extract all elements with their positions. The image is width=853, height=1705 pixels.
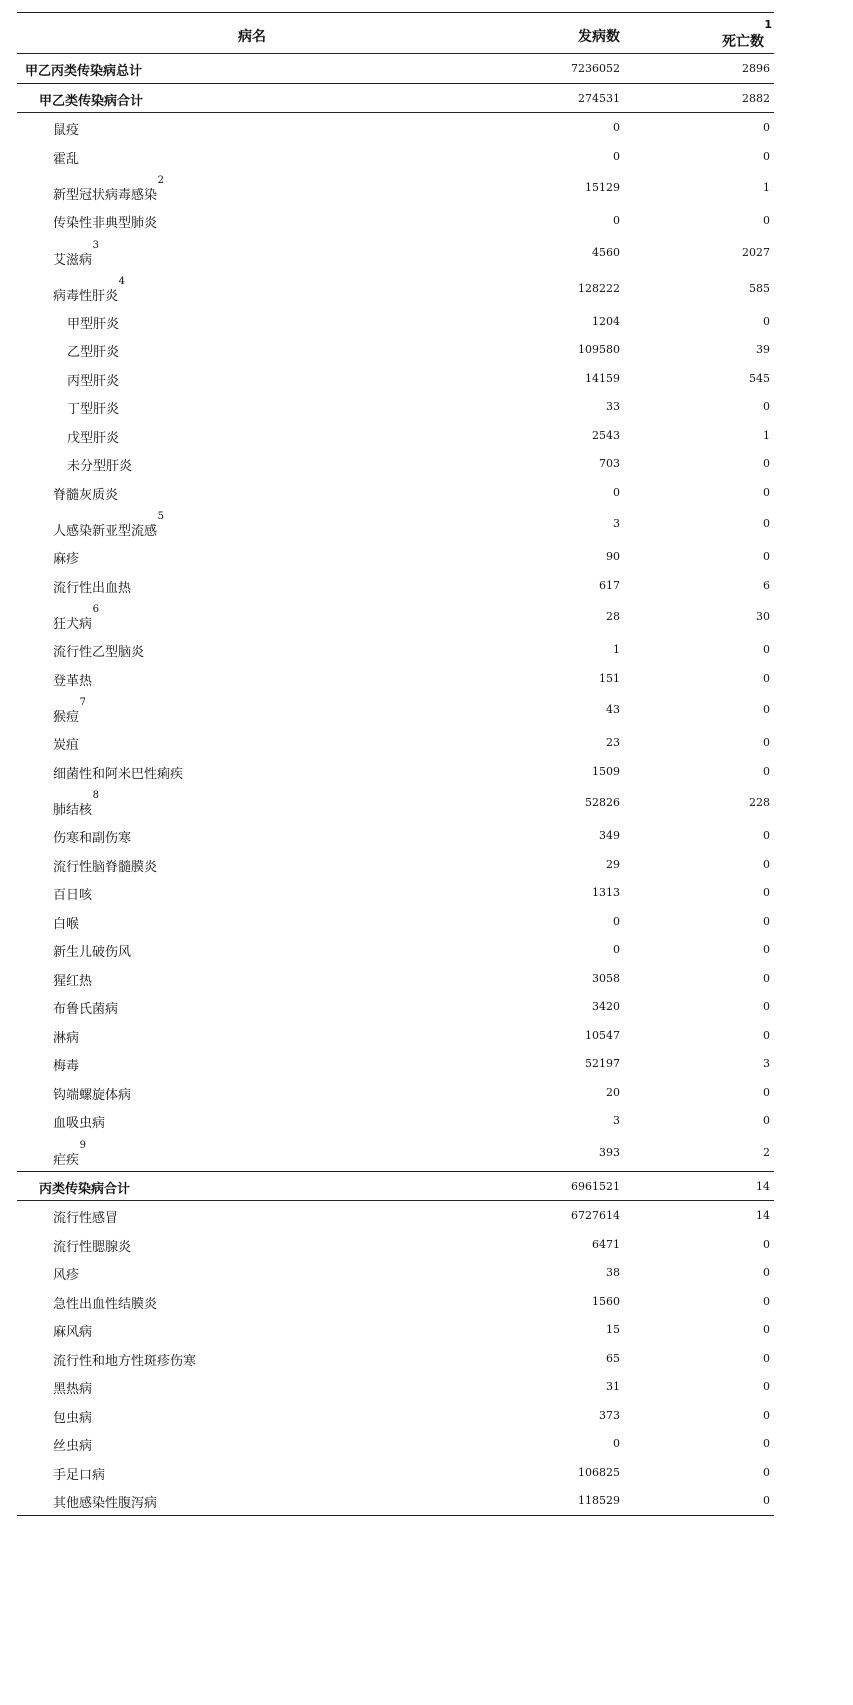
cases-cell: 28 — [606, 610, 620, 623]
table-row — [17, 992, 774, 1021]
cases-cell: 703 — [599, 457, 620, 470]
disease-name: 传染性非典型肺炎 — [53, 216, 158, 231]
deaths-cell: 545 — [749, 371, 770, 385]
footnote-marker: 9 — [79, 1139, 87, 1151]
disease-name-cell — [39, 1178, 130, 1197]
disease-name-cell — [53, 941, 131, 960]
deaths-cell: 2882 — [742, 91, 770, 105]
deaths-cell: 0 — [763, 485, 770, 499]
deaths-cell: 0 — [763, 214, 770, 227]
table-row — [17, 478, 774, 507]
disease-name-cell — [53, 790, 100, 818]
table-row — [17, 1049, 774, 1078]
disease-name: 流行性出血热 — [53, 580, 132, 596]
disease-name-cell — [53, 1321, 92, 1340]
deaths-cell: 0 — [763, 1266, 770, 1279]
disease-name-cell — [53, 1492, 157, 1511]
disease-name: 登革热 — [53, 673, 93, 689]
table-row — [17, 878, 774, 907]
table-row — [17, 692, 774, 728]
footnote-marker: 2 — [157, 175, 165, 186]
cases-cell: 3058 — [592, 971, 620, 985]
cases-cell: 65 — [606, 1351, 620, 1365]
disease-name-cell — [53, 884, 92, 903]
disease-name: 霍乱 — [53, 151, 80, 167]
disease-name: 流行性脑脊髓膜炎 — [53, 859, 158, 875]
table-row — [17, 1458, 774, 1487]
disease-name: 丝虫病 — [53, 1439, 93, 1454]
disease-name-cell — [53, 1293, 157, 1312]
table-row — [17, 1135, 774, 1171]
disease-name-cell — [67, 455, 132, 474]
disease-name: 甲乙类传染病合计 — [39, 93, 144, 109]
table-header — [17, 12, 774, 54]
disease-name: 流行性乙型脑炎 — [53, 645, 145, 660]
cases-cell: 6471 — [592, 1237, 620, 1251]
cases-cell: 373 — [599, 1408, 620, 1422]
table-row — [17, 307, 774, 336]
disease-name-cell — [53, 970, 92, 989]
cases-cell: 31 — [606, 1380, 620, 1393]
table-subtotal-row — [17, 84, 774, 114]
cases-cell: 393 — [599, 1145, 620, 1159]
cases-cell: 274531 — [578, 91, 620, 105]
disease-name: 淋病 — [53, 1030, 80, 1046]
header-deaths-footnote: 1 — [764, 18, 772, 31]
table-row — [17, 1021, 774, 1050]
cases-cell: 29 — [606, 857, 620, 871]
cases-cell: 0 — [613, 149, 620, 163]
deaths-cell: 0 — [763, 829, 770, 842]
cases-cell: 38 — [606, 1266, 620, 1279]
disease-name: 麻疹 — [53, 552, 80, 567]
disease-name: 血吸虫病 — [53, 1116, 106, 1131]
header-deaths-cell — [722, 18, 772, 51]
cases-cell: 1204 — [592, 314, 620, 328]
disease-name-cell — [53, 1236, 131, 1255]
cases-cell: 14159 — [585, 371, 620, 385]
deaths-cell: 0 — [763, 517, 770, 530]
disease-name: 乙型肝炎 — [67, 345, 120, 360]
disease-name-cell — [53, 275, 126, 304]
deaths-cell: 0 — [763, 914, 770, 928]
cases-cell: 106825 — [578, 1465, 620, 1479]
table-row — [17, 1106, 774, 1135]
disease-name: 艾滋病 — [53, 252, 93, 268]
table-row — [17, 635, 774, 664]
cases-cell: 20 — [606, 1085, 620, 1099]
disease-name-cell — [53, 1378, 92, 1397]
deaths-cell: 0 — [763, 671, 770, 685]
disease-name-cell — [53, 577, 131, 596]
disease-name-cell — [53, 1435, 92, 1454]
table-row — [17, 571, 774, 600]
cases-cell: 2543 — [592, 428, 620, 442]
deaths-cell: 1 — [763, 181, 770, 194]
disease-name: 未分型肝炎 — [67, 459, 133, 474]
cases-cell: 10547 — [585, 1028, 620, 1042]
disease-name: 疟疾 — [53, 1152, 80, 1168]
cases-cell: 349 — [599, 829, 620, 842]
disease-name: 包虫病 — [53, 1410, 93, 1426]
deaths-cell: 0 — [763, 971, 770, 985]
disease-name-cell — [53, 1407, 92, 1426]
disease-name-cell — [53, 604, 100, 632]
disease-name-cell — [53, 511, 165, 539]
deaths-cell: 2 — [763, 1145, 770, 1159]
cases-cell: 52826 — [585, 796, 620, 809]
disease-name: 百日咳 — [53, 888, 93, 903]
disease-name: 脊髓灰质炎 — [53, 487, 119, 503]
disease-name-cell — [53, 763, 183, 782]
deaths-cell: 3 — [763, 1057, 770, 1070]
disease-name-cell — [53, 1139, 87, 1168]
cases-cell: 109580 — [578, 343, 620, 356]
disease-name: 病毒性肝炎 — [53, 288, 119, 304]
disease-name: 丙型肝炎 — [67, 373, 120, 389]
disease-name-cell — [53, 670, 92, 689]
disease-name: 丙类传染病合计 — [39, 1181, 131, 1197]
disease-name: 手足口病 — [53, 1467, 106, 1483]
footnote-marker: 6 — [92, 604, 100, 615]
table-row — [17, 1344, 774, 1373]
cases-cell: 118529 — [578, 1494, 620, 1507]
table-row — [17, 599, 774, 635]
deaths-cell: 14 — [756, 1209, 770, 1222]
disease-name-cell — [53, 734, 79, 753]
deaths-cell: 0 — [763, 1437, 770, 1450]
table-row — [17, 964, 774, 993]
table-row — [17, 506, 774, 542]
footnote-marker: 3 — [92, 239, 100, 251]
table-row — [17, 1401, 774, 1430]
deaths-cell: 0 — [763, 886, 770, 899]
table-row — [17, 1287, 774, 1316]
disease-name-cell — [53, 697, 87, 725]
disease-name-cell — [53, 1084, 131, 1103]
cases-cell: 1 — [613, 643, 620, 656]
disease-name: 丁型肝炎 — [67, 402, 120, 417]
deaths-cell: 0 — [763, 457, 770, 470]
cases-cell: 3 — [613, 1114, 620, 1127]
disease-name: 肺结核 — [53, 803, 93, 818]
cases-cell: 4560 — [592, 245, 620, 259]
deaths-cell: 0 — [763, 149, 770, 163]
deaths-cell: 1 — [763, 428, 770, 442]
table-row — [17, 1315, 774, 1344]
cases-cell: 43 — [606, 703, 620, 716]
table-row — [17, 664, 774, 693]
disease-name-cell — [67, 427, 119, 446]
deaths-cell: 0 — [763, 1000, 770, 1013]
table-row — [17, 235, 774, 271]
cases-cell: 15129 — [585, 181, 620, 194]
cases-cell: 90 — [606, 550, 620, 563]
cases-cell: 151 — [599, 671, 620, 685]
table-row — [17, 1372, 774, 1401]
header-disease-name: 病名 — [238, 29, 266, 45]
cases-cell: 617 — [599, 578, 620, 592]
deaths-cell: 14 — [756, 1179, 770, 1193]
cases-cell: 7236052 — [571, 62, 620, 75]
table-row — [17, 142, 774, 171]
disease-name: 流行性感冒 — [53, 1211, 119, 1226]
disease-statistics-table — [17, 12, 774, 1516]
table-row — [17, 1201, 774, 1230]
disease-name: 细菌性和阿米巴性痢疾 — [53, 766, 184, 782]
cases-cell: 0 — [613, 214, 620, 227]
deaths-cell: 0 — [763, 736, 770, 749]
disease-name-cell — [53, 148, 79, 167]
cases-cell: 15 — [606, 1323, 620, 1336]
deaths-cell: 0 — [763, 764, 770, 778]
deaths-cell: 0 — [763, 1323, 770, 1336]
table-row — [17, 1486, 774, 1515]
table-row — [17, 850, 774, 879]
disease-name: 鼠疫 — [53, 123, 80, 138]
disease-name-cell — [67, 398, 119, 417]
disease-name-cell — [67, 370, 119, 389]
deaths-cell: 0 — [763, 1408, 770, 1422]
table-row — [17, 170, 774, 206]
cases-cell: 0 — [613, 121, 620, 134]
deaths-cell: 0 — [763, 1294, 770, 1308]
table-row — [17, 271, 774, 307]
table-row — [17, 821, 774, 850]
table-row — [17, 113, 774, 142]
deaths-cell: 30 — [756, 610, 770, 623]
disease-name: 白喉 — [53, 916, 80, 932]
disease-name-cell — [67, 341, 119, 360]
disease-name-cell — [53, 1112, 105, 1131]
deaths-cell: 0 — [763, 943, 770, 956]
disease-name: 狂犬病 — [53, 617, 93, 632]
disease-name-cell — [53, 641, 144, 660]
footnote-marker: 7 — [79, 697, 87, 708]
table-row — [17, 728, 774, 757]
table-row — [17, 335, 774, 364]
table-subtotal-row — [17, 1171, 774, 1202]
cases-cell: 33 — [606, 400, 620, 413]
deaths-cell: 0 — [763, 400, 770, 413]
disease-name-cell — [53, 175, 165, 203]
disease-name-cell — [53, 913, 79, 932]
deaths-cell: 585 — [749, 281, 770, 295]
table-bottom-rule — [17, 1515, 774, 1516]
footnote-marker: 4 — [118, 275, 126, 287]
disease-name-cell — [53, 1027, 79, 1046]
header-cases: 发病数 — [578, 29, 620, 45]
cases-cell: 6727614 — [571, 1209, 620, 1222]
disease-name: 炭疽 — [53, 738, 80, 753]
cases-cell: 1560 — [592, 1294, 620, 1308]
disease-name-cell — [25, 60, 142, 79]
disease-name: 人感染新亚型流感 — [53, 524, 158, 539]
deaths-cell: 0 — [763, 121, 770, 134]
cases-cell: 0 — [613, 1437, 620, 1450]
cases-cell: 52197 — [585, 1057, 620, 1070]
disease-name: 风疹 — [53, 1268, 80, 1283]
disease-name-cell — [53, 1464, 105, 1483]
disease-name-cell — [53, 548, 79, 567]
disease-name: 黑热病 — [53, 1382, 93, 1397]
disease-name: 伤寒和副伤寒 — [53, 831, 132, 846]
deaths-cell: 39 — [756, 343, 770, 356]
deaths-cell: 0 — [763, 314, 770, 328]
disease-name: 急性出血性结膜炎 — [53, 1296, 158, 1312]
table-body — [17, 54, 774, 1515]
deaths-cell: 0 — [763, 857, 770, 871]
table-row — [17, 206, 774, 235]
deaths-cell: 0 — [763, 1465, 770, 1479]
disease-name-cell — [53, 856, 157, 875]
disease-name-cell — [53, 1207, 118, 1226]
disease-name: 猴痘 — [53, 710, 80, 725]
table-row — [17, 421, 774, 450]
deaths-cell: 0 — [763, 1114, 770, 1127]
disease-name: 钩端螺旋体病 — [53, 1087, 132, 1103]
cases-cell: 6961521 — [571, 1179, 620, 1193]
disease-name: 梅毒 — [53, 1059, 80, 1074]
disease-name: 甲型肝炎 — [67, 316, 120, 332]
deaths-cell: 0 — [763, 550, 770, 563]
deaths-cell: 0 — [763, 703, 770, 716]
disease-name-cell — [39, 90, 143, 109]
disease-name: 戊型肝炎 — [67, 430, 120, 446]
footnote-marker: 8 — [92, 790, 100, 801]
deaths-cell: 0 — [763, 643, 770, 656]
table-row — [17, 1429, 774, 1458]
disease-name: 麻风病 — [53, 1325, 93, 1340]
disease-name-cell — [53, 1055, 79, 1074]
table-row — [17, 364, 774, 393]
disease-name: 新生儿破伤风 — [53, 945, 132, 960]
disease-name: 流行性和地方性斑疹伤寒 — [53, 1353, 197, 1369]
disease-name-cell — [53, 998, 118, 1017]
deaths-cell: 0 — [763, 1085, 770, 1099]
cases-cell: 1509 — [592, 764, 620, 778]
disease-name: 猩红热 — [53, 973, 93, 989]
table-row — [17, 542, 774, 571]
cases-cell: 1313 — [592, 886, 620, 899]
disease-name: 甲乙丙类传染病总计 — [25, 64, 143, 79]
deaths-cell: 2896 — [742, 62, 770, 75]
deaths-cell: 0 — [763, 1494, 770, 1507]
table-row — [17, 392, 774, 421]
table-row — [17, 1230, 774, 1259]
footnote-marker: 5 — [157, 511, 165, 522]
cases-cell: 3420 — [592, 1000, 620, 1013]
disease-name: 流行性腮腺炎 — [53, 1239, 132, 1255]
disease-name-cell — [53, 119, 79, 138]
deaths-cell: 0 — [763, 1351, 770, 1365]
table-row — [17, 1258, 774, 1287]
cases-cell: 3 — [613, 517, 620, 530]
header-deaths: 死亡数 — [722, 34, 764, 50]
cases-cell: 0 — [613, 943, 620, 956]
deaths-cell: 0 — [763, 1237, 770, 1251]
cases-cell: 0 — [613, 914, 620, 928]
table-row — [17, 757, 774, 786]
disease-name-cell — [53, 1350, 196, 1369]
disease-name-cell — [53, 1264, 79, 1283]
disease-name: 布鲁氏菌病 — [53, 1002, 119, 1017]
cases-cell: 23 — [606, 736, 620, 749]
table-row — [17, 449, 774, 478]
disease-name-cell — [53, 212, 157, 231]
deaths-cell: 228 — [749, 796, 770, 809]
deaths-cell: 0 — [763, 1028, 770, 1042]
cases-cell: 0 — [613, 485, 620, 499]
disease-name-cell — [53, 239, 100, 268]
disease-name-cell — [67, 313, 119, 332]
disease-name: 其他感染性腹泻病 — [53, 1496, 158, 1511]
disease-name-cell — [53, 827, 131, 846]
table-row — [17, 1078, 774, 1107]
deaths-cell: 6 — [763, 578, 770, 592]
table-row — [17, 935, 774, 964]
cases-cell: 128222 — [578, 281, 620, 295]
disease-name-cell — [53, 484, 118, 503]
deaths-cell: 0 — [763, 1380, 770, 1393]
table-row — [17, 785, 774, 821]
deaths-cell: 2027 — [742, 245, 770, 259]
disease-name: 新型冠状病毒感染 — [53, 188, 158, 203]
table-row — [17, 907, 774, 936]
table-subtotal-row — [17, 54, 774, 84]
